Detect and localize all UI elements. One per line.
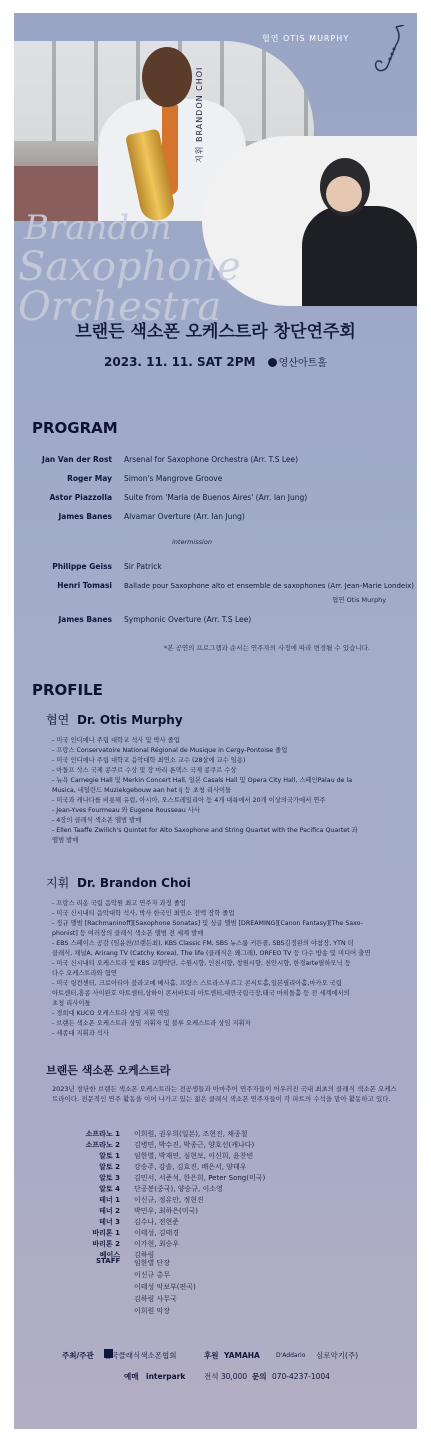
program-work: Ballade pour Saxophone alto et ensemble de saxophones (Arr. Jean-Marie Londeix) (124, 582, 415, 590)
program-item (14, 613, 417, 627)
venue-name: 영산아트홀 (278, 358, 327, 369)
date-line (14, 354, 417, 369)
bio-line: - 아돌프 삭스 국제 콩쿠르 수상 및 장 마리 론덱스 국제 콩쿠르 수상 (52, 767, 237, 774)
host-name: 한국클래식색소폰협회 (104, 1351, 177, 1360)
choi-heading (46, 874, 191, 891)
program-heading: PROGRAM (32, 419, 118, 437)
program-work: Simon's Mangrove Groove (124, 474, 223, 483)
script-line-1: Brandon (24, 208, 172, 248)
staff-item: 이신규 총무 (134, 1271, 171, 1279)
program-item (14, 510, 417, 524)
poster (14, 13, 417, 1429)
roster-part: 알토 3 (99, 1174, 120, 1182)
bio-line: 앨범 발매 (52, 837, 79, 844)
program-composer: Roger May (67, 474, 112, 483)
program-composer: Jan Van der Rost (42, 455, 112, 464)
murphy-bio (52, 736, 412, 846)
bio-line: - 미국과 캐나다를 비롯해 유럽, 아시아, 오스트레일리아 등 4개 대륙에서 20개 이상의국가에서 연주 (52, 797, 326, 804)
choi-bio (52, 899, 412, 1039)
staff-item: 김하림 사무국 (134, 1295, 177, 1303)
profile-heading: PROFILE (32, 681, 103, 699)
staff-item: 이태성 악보부(편곡) (134, 1283, 196, 1291)
program-composer: Philippe Geiss (52, 562, 112, 571)
bio-line: 다수 오케스트라와 협연 (52, 970, 117, 977)
sponsor-simro: 심로악기(주) (316, 1351, 359, 1360)
program-change-note: *본 공연의 프로그램과 순서는 연주자의 사정에 따라 변경될 수 있습니다. (164, 644, 371, 652)
program-item (14, 560, 417, 574)
saxophone-icon (370, 25, 410, 81)
footer-tickets (14, 1370, 417, 1384)
choi-name: Dr. Brandon Choi (77, 876, 191, 890)
bio-line: Musica, 네덜란드 Muziekgebouw aan het Ij 등 초청 리사이틀 (52, 787, 232, 794)
sponsor-daddario: D'Addario (276, 1352, 306, 1359)
program-work: Sir Patrick (124, 562, 162, 571)
staff-item: 임한별 단장 (134, 1259, 171, 1267)
roster-part: 테너 3 (99, 1218, 120, 1226)
staff-list (134, 1257, 196, 1317)
program-work: Alvamar Overture (Arr. Ian Jung) (124, 512, 245, 521)
roster-names: 김병민, 박수진, 박종근, 양호선(캐나다) (134, 1141, 255, 1149)
program-item (14, 472, 417, 486)
bio-line: - 미국 신시내티 음악대학 석사, 박사 한국인 최연소 전액 장학 졸업 (52, 910, 235, 917)
roster-names: 김수나, 전현준 (134, 1218, 180, 1226)
bio-line: - 세종대 지휘과 석사 (52, 1030, 109, 1037)
program-composer: James Banes (58, 615, 112, 624)
murphy-name: Dr. Otis Murphy (77, 713, 183, 727)
choi-role: 지휘 (46, 876, 70, 890)
roster-names: 단공봉(중국), 양승규, 이소영 (134, 1185, 223, 1193)
inquiry-phone[interactable]: 070-4237-1004 (272, 1372, 330, 1381)
concert-date: 2023. 11. 11. SAT 2PM (104, 355, 256, 369)
roster-names: 박민우, 최하은(미국) (134, 1207, 199, 1215)
caption-choi: 지휘 BRANDON CHOI (195, 66, 204, 163)
roster-names: 김하림 (134, 1251, 155, 1259)
program-work: Symphonic Overture (Arr. T.S Lee) (124, 615, 252, 624)
bio-line: - 프랑스 Conservatoire National Régional de Musique in Cergy-Pontoise 졸업 (52, 747, 288, 754)
sponsor-yamaha: YAMAHA (224, 1351, 260, 1360)
bio-line: phonist] 등 여러장의 클래식 색소폰 앨범 전 세계 발매 (52, 930, 204, 937)
staff-label: STAFF (96, 1257, 121, 1265)
ticket-vendor[interactable]: interpark (146, 1372, 186, 1381)
host-label: 주최/주관 (62, 1351, 94, 1360)
roster-names: 강승주, 감솔, 김효진, 배은서, 양태우 (134, 1163, 247, 1171)
bio-line: 초청 리사이틀 (52, 1000, 91, 1007)
roster-part: 알토 2 (99, 1163, 120, 1171)
orchestra-script-logo (18, 208, 417, 330)
bio-line: - Ellen Taaffe Zwilich's Quintet for Alto Saxophone and String Quartet with the Pacifica Quartet 과 (52, 827, 358, 834)
inquiry-label: 문의 (252, 1372, 267, 1381)
roster-names: 이태성, 김태경 (134, 1229, 180, 1237)
bio-line: - EBS 스페이스 공감 (임윤찬/브랜든최), KBS Classic FM, SBS 뉴스룸 커튼콜, SBS김정완의 야참장, YTN 더 (52, 940, 354, 947)
roster-names: 임한별, 박재연, 심현보, 이신희, 윤찬빈 (134, 1152, 254, 1160)
bio-line: - 4장의 클래식 색소폰 앨범 발매 (52, 817, 142, 824)
venue-logo-icon (268, 358, 277, 367)
program-composer: Henri Tomasi (57, 581, 112, 590)
bio-line: - 미국 링컨센터, 크로아티아 블라고예 베사홀, 프랑스 스트라스부르그 콘서트홀,일본필리아홀,마카오 국립 (52, 980, 342, 987)
orchestra-heading: 브랜든 색소폰 오케스트라 (46, 1064, 171, 1077)
bio-line: - 프랑스 리옹 국립 음악원 최고 연주자 과정 졸업 (52, 900, 186, 907)
bio-line: - 미국 인디애나 주립 대학교 석사 및 박사 졸업 (52, 737, 180, 744)
staff-item: 이희원 악장 (134, 1307, 171, 1315)
roster-names: 이희원, 권우희(일본), 조현진, 채종철 (134, 1130, 248, 1138)
venue (268, 358, 327, 369)
sponsor-label: 후원 (204, 1351, 219, 1360)
ticket-price: 전석 30,000 (204, 1372, 248, 1381)
program-item (14, 491, 417, 505)
orchestra-intro: 2023년 창단한 브랜든 색소폰 오케스트라는 전공생들과 아마추어 연주자들이 어우러진 국내 최초의 클래식 색소폰 오케스트라이다. 전문적인 연주 활동을 이어 나가고 있는 젊은 클래식 색소폰 연주자들이 각 파트의 수석을 맡아 활동하고 있다. (52, 1085, 397, 1103)
program-work: Suite from 'Maria de Buenos Aires' (Arr. Ian Jung) (124, 493, 308, 502)
bio-line: - 경희대 KUCO 오케스트라 상임 지휘 역임 (52, 1010, 170, 1017)
murphy-heading (46, 711, 183, 728)
bio-line: - 브랜든 색소폰 오케스트라 상임 지휘자 및 블루 오케스트라 상임 지휘자 (52, 1020, 251, 1027)
program-work: Arsenal for Saxophone Orchestra (Arr. T.S Lee) (124, 455, 299, 464)
roster-part: 소프라노 1 (85, 1130, 120, 1138)
program-item (14, 453, 417, 467)
ticket-label: 예매 (124, 1372, 139, 1381)
bio-line: - Jean-Yves Fourmeau 와 Eugene Rousseau 사사 (52, 807, 200, 814)
roster-part: 바리톤 1 (92, 1229, 120, 1237)
murphy-role: 협연 (46, 713, 70, 727)
murphy-head (142, 47, 192, 107)
intermission-label: intermission (172, 538, 212, 546)
roster-part: 테너 1 (99, 1196, 120, 1204)
bio-line: - 뉴욕 Carnegie Hall 및 Merkin Concert Hall, 일본 Casals Hall 및 Opera City Hall, 스페인Palau de la (52, 777, 353, 784)
roster-names: 김민서, 서준석, 한은희, Peter Song(미국) (134, 1174, 266, 1182)
roster-names: 이신규, 정유안, 정현진 (134, 1196, 204, 1204)
program-item (14, 579, 417, 593)
footer-sponsors (14, 1349, 417, 1363)
performer-note: 협연 Otis Murphy (332, 596, 387, 604)
choi-face (326, 176, 362, 212)
bio-line: - 미국 인디애나 주립 대학교 음악대학 최연소 교수 (28살에 교수 임용) (52, 757, 246, 764)
bio-line: - 미국 신시내티 오케스트라 및 KBS 교향악단, 수원시향, 인천시향, 창원시향, 천안시향, 한경arte필하모닉 등 (52, 960, 351, 967)
program-composer: Astor Piazzolla (49, 493, 112, 502)
bio-line: - 정규 앨범 [Rachmaninoff][Saxophone Sonatas] 및 싱글 앨범 [DREAMING][Canon Fantasy][The Saxo- (52, 920, 363, 927)
program-composer: James Banes (58, 512, 112, 521)
roster-part: 알토 1 (99, 1152, 120, 1160)
script-line-2: Saxophone Orchestra (18, 244, 241, 330)
roster-part: 테너 2 (99, 1207, 120, 1215)
roster-part: 바리톤 2 (92, 1240, 120, 1248)
caption-murphy: 협연 OTIS MURPHY (262, 34, 350, 43)
bio-line: 아트센터,홍콩 사이완호 아트센터,상하이 콘서바토리 아트센터,대만국립극장,태국 마히돌홀 등 전 세계에서의 (52, 990, 350, 997)
roster-part: 베이스 (99, 1251, 120, 1259)
roster-part: 알토 4 (99, 1185, 120, 1193)
roster-part: 소프라노 2 (85, 1141, 120, 1149)
concert-title: 브랜든 색소폰 오케스트라 창단연주회 (75, 322, 356, 342)
bio-line: 클래식, 채널A, Arirang TV (Catchy Korea), The life (클래식은 왜그래), ORFEO TV 등 다수 방송 및 미디어 출연 (52, 950, 371, 957)
roster-names: 이가현, 최승우 (134, 1240, 180, 1248)
